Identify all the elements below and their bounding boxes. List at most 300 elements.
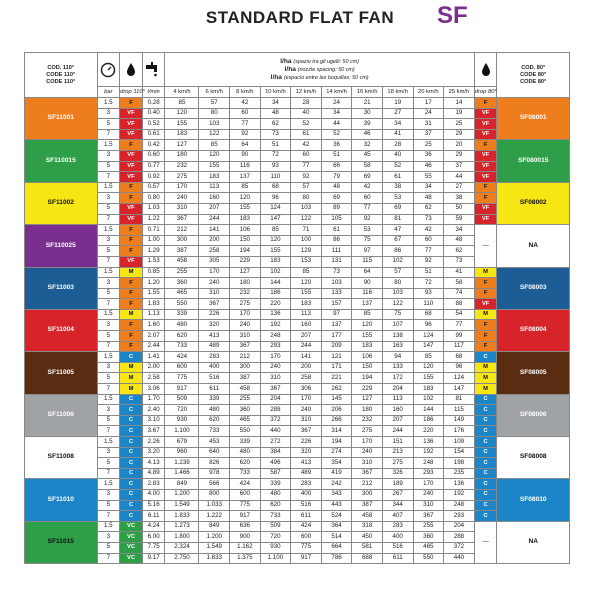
rate-cell: 283 [382, 521, 413, 532]
droplet-class-110-badge: M [120, 267, 143, 278]
droplet-class-80-badge: C [474, 458, 497, 469]
rate-cell: 465 [413, 542, 444, 553]
rate-cell: 144 [413, 405, 444, 416]
rate-cell: 96 [444, 362, 475, 373]
rate-cell: 212 [165, 225, 199, 236]
rate-cell: 120 [352, 320, 383, 331]
rate-cell: 826 [199, 458, 230, 469]
droplet-class-110-badge: VF [120, 203, 143, 214]
rate-cell: 204 [382, 384, 413, 395]
rate-cell: 600 [291, 532, 322, 543]
rate-cell: 122 [382, 299, 413, 310]
rate-cell: 232 [230, 288, 261, 299]
speed-header: 8 km/h [230, 87, 261, 98]
droplet-class-110-badge: C [120, 437, 143, 448]
rate-cell: 1.100 [165, 426, 199, 437]
rate-cell: 364 [321, 521, 352, 532]
header-code-110-line: CODE 110° [46, 78, 76, 85]
header-spacing [165, 53, 474, 87]
rate-cell: 53 [352, 225, 383, 236]
rate-cell: 90 [352, 278, 383, 289]
rate-cell: 258 [199, 246, 230, 257]
rate-cell: 480 [199, 405, 230, 416]
rate-cell: 92 [230, 129, 261, 140]
table-row [25, 341, 570, 352]
rate-cell: 204 [260, 394, 291, 405]
droplet-class-80-badge: C [474, 405, 497, 416]
rate-cell: 131 [321, 256, 352, 267]
flow-cell: 1.70 [142, 394, 165, 405]
spacing-unit: l/ha [284, 65, 296, 73]
rate-cell: 194 [352, 373, 383, 384]
rate-cell: 458 [230, 384, 261, 395]
rate-cell: 480 [230, 447, 261, 458]
rate-cell: 170 [413, 479, 444, 490]
rate-cell: 34 [321, 108, 352, 119]
rate-cell: 360 [230, 405, 261, 416]
rate-cell: 153 [291, 256, 322, 267]
droplet-class-80-badge: VF [474, 129, 497, 140]
table-row [25, 521, 570, 532]
pressure-cell: 1.5 [97, 140, 120, 151]
rate-cell: 28 [382, 140, 413, 151]
rate-cell: 41 [382, 129, 413, 140]
rate-cell: 103 [291, 203, 322, 214]
rate-cell: 240 [352, 447, 383, 458]
table-row [25, 161, 570, 172]
rate-cell: 41 [444, 267, 475, 278]
table-row [25, 288, 570, 299]
droplet-class-110-badge: VC [120, 521, 143, 532]
rate-cell: 978 [199, 468, 230, 479]
rate-cell: 200 [291, 362, 322, 373]
rate-cell: 400 [382, 532, 413, 543]
table-row [25, 203, 570, 214]
droplet-class-110-badge: M [120, 373, 143, 384]
rate-cell: 221 [321, 373, 352, 384]
rate-cell: 73 [321, 267, 352, 278]
rate-cell: 343 [321, 489, 352, 500]
rate-cell: 48 [444, 235, 475, 246]
rate-cell: 192 [260, 320, 291, 331]
rate-cell: 1.200 [165, 489, 199, 500]
rate-cell: 620 [199, 415, 230, 426]
header-code-110-line: COD. 110° [47, 64, 75, 71]
rate-cell: 60 [291, 150, 322, 161]
flow-cell: 0.80 [142, 193, 165, 204]
droplet-class-80-badge: — [474, 225, 497, 267]
flow-cell: 2.44 [142, 341, 165, 352]
rate-cell: 94 [382, 352, 413, 363]
rate-cell: 57 [199, 98, 230, 109]
rate-cell: 516 [382, 542, 413, 553]
speed-header: 16 km/h [352, 87, 383, 98]
rate-cell: 733 [260, 511, 291, 522]
rate-cell: 31 [413, 119, 444, 130]
rate-cell: 367 [230, 341, 261, 352]
table-row [25, 140, 570, 151]
rate-cell: 66 [321, 161, 352, 172]
rate-cell: 73 [413, 214, 444, 225]
droplet-class-80-badge: M [474, 309, 497, 320]
rate-cell: 194 [230, 246, 261, 257]
rate-cell: 640 [199, 447, 230, 458]
flow-cell: 0.28 [142, 98, 165, 109]
nozzle-code-110: SF11015 [25, 521, 98, 563]
rate-cell: 306 [291, 384, 322, 395]
rate-cell: 424 [291, 521, 322, 532]
rate-cell: 524 [321, 511, 352, 522]
flow-cell: 1.53 [142, 256, 165, 267]
rate-cell: 664 [321, 542, 352, 553]
pressure-cell: 7 [97, 553, 120, 564]
rate-cell: 183 [165, 129, 199, 140]
droplet-class-110-badge: F [120, 278, 143, 289]
page-title-text: STANDARD FLAT FAN [205, 8, 395, 27]
rate-cell: 170 [230, 309, 261, 320]
flow-cell: 2.07 [142, 331, 165, 342]
droplet-class-110-badge: C [120, 489, 143, 500]
header-code-80-line: COD. 80° [521, 64, 546, 71]
rate-cell: 127 [165, 140, 199, 151]
rate-cell: 141 [199, 225, 230, 236]
flow-cell: 5.16 [142, 500, 165, 511]
droplet-class-80-badge: F [474, 331, 497, 342]
rate-cell: 550 [165, 299, 199, 310]
rate-cell: 288 [444, 532, 475, 543]
rate-cell: 917 [291, 553, 322, 564]
rate-cell: 61 [321, 225, 352, 236]
flow-cell: 3.67 [142, 426, 165, 437]
droplet-icon [126, 62, 136, 77]
rate-cell: 34 [413, 182, 444, 193]
rate-cell: 136 [444, 479, 475, 490]
rate-cell: 367 [165, 214, 199, 225]
rate-cell: 170 [199, 267, 230, 278]
spacing-line [165, 74, 473, 82]
rate-cell: 240 [413, 489, 444, 500]
rate-cell: 310 [413, 500, 444, 511]
droplet-class-110-badge: M [120, 362, 143, 373]
rate-cell: 189 [382, 479, 413, 490]
pressure-cell: 5 [97, 161, 120, 172]
droplet-class-80-badge: M [474, 373, 497, 384]
rate-cell: 155 [165, 119, 199, 130]
rate-cell: 419 [321, 468, 352, 479]
rate-cell: 516 [291, 500, 322, 511]
droplet-class-80-badge: C [474, 352, 497, 363]
rate-cell: 20 [444, 140, 475, 151]
rate-cell: 85 [291, 267, 322, 278]
rate-cell: 77 [352, 203, 383, 214]
flow-cell: 1.22 [142, 214, 165, 225]
droplet-class-80-badge: F [474, 193, 497, 204]
rate-cell: 47 [382, 225, 413, 236]
rate-cell: 400 [199, 362, 230, 373]
table-row [25, 362, 570, 373]
droplet-class-80-badge: F [474, 278, 497, 289]
rate-cell: 64 [352, 267, 383, 278]
rate-cell: 229 [230, 256, 261, 267]
droplet-class-110-badge: VC [120, 532, 143, 543]
pressure-cell: 1.5 [97, 521, 120, 532]
rate-cell: 85 [230, 182, 261, 193]
pressure-cell: 7 [97, 341, 120, 352]
pressure-cell: 3 [97, 320, 120, 331]
droplet-class-80-badge: VF [474, 119, 497, 130]
rate-cell: 424 [165, 352, 199, 363]
rate-cell: 1.222 [199, 511, 230, 522]
rate-cell: 339 [165, 309, 199, 320]
rate-cell: 450 [352, 532, 383, 543]
pressure-cell: 7 [97, 511, 120, 522]
rate-cell: 733 [230, 468, 261, 479]
droplet-class-110-badge: C [120, 447, 143, 458]
flow-cell: 4.24 [142, 521, 165, 532]
rate-cell: 636 [230, 521, 261, 532]
table-row [25, 267, 570, 278]
droplet-class-110-badge: F [120, 235, 143, 246]
flow-cell: 1.29 [142, 246, 165, 257]
pressure-cell: 3 [97, 362, 120, 373]
table-row [25, 447, 570, 458]
rate-cell: 97 [321, 309, 352, 320]
pressure-cell: 7 [97, 256, 120, 267]
rate-cell: 69 [352, 172, 383, 183]
spacing-note: (spazio tra gli ugelli: 50 cm) [293, 58, 360, 65]
rate-cell: 384 [260, 447, 291, 458]
rate-cell: 413 [199, 331, 230, 342]
pressure-cell: 3 [97, 532, 120, 543]
header-code-80-line: CODE 80° [520, 71, 547, 78]
nozzle-code-80: SF08005 [497, 352, 570, 394]
nozzle-code-110: SF11003 [25, 267, 98, 309]
rate-cell: 170 [352, 437, 383, 448]
rate-cell: 458 [352, 511, 383, 522]
rate-cell: 155 [352, 331, 383, 342]
rate-cell: 775 [165, 373, 199, 384]
flow-cell: 0.92 [142, 172, 165, 183]
rate-cell: 170 [260, 352, 291, 363]
rate-cell: 293 [444, 511, 475, 522]
rate-cell: 116 [352, 288, 383, 299]
droplet-class-110-badge: VC [120, 553, 143, 564]
droplet-class-110-badge: F [120, 193, 143, 204]
rate-cell: 275 [352, 426, 383, 437]
rate-cell: 1.549 [165, 500, 199, 511]
pressure-cell: 1.5 [97, 479, 120, 490]
rate-cell: 1.100 [260, 553, 291, 564]
table-row [25, 225, 570, 236]
rate-cell: 85 [413, 352, 444, 363]
nozzle-code-110: SF110015 [25, 140, 98, 182]
rate-cell: 28 [291, 98, 322, 109]
droplet-class-80-badge: VF [474, 108, 497, 119]
drop-110-label: drop 110° [120, 87, 143, 98]
flow-cell: 4.00 [142, 489, 165, 500]
rate-cell: 489 [199, 341, 230, 352]
rate-cell: 52 [291, 119, 322, 130]
rate-cell: 36 [413, 150, 444, 161]
rate-cell: 21 [352, 98, 383, 109]
table-row [25, 278, 570, 289]
rate-cell: 120 [291, 278, 322, 289]
rate-cell: 917 [230, 511, 261, 522]
rate-cell: 19 [382, 98, 413, 109]
table-row [25, 405, 570, 416]
rate-cell: 34 [260, 98, 291, 109]
rate-cell: 60 [230, 108, 261, 119]
rate-cell: 310 [291, 415, 322, 426]
rate-cell: 183 [260, 256, 291, 267]
rate-cell: 960 [165, 447, 199, 458]
droplet-class-110-badge: F [120, 140, 143, 151]
pressure-cell: 7 [97, 172, 120, 183]
rate-cell: 367 [413, 511, 444, 522]
droplet-class-80-badge: VF [474, 161, 497, 172]
rate-cell: 367 [291, 426, 322, 437]
droplet-class-110-badge: C [120, 479, 143, 490]
rate-cell: 339 [230, 437, 261, 448]
rate-cell: 75 [382, 309, 413, 320]
table-row [25, 129, 570, 140]
pressure-cell: 7 [97, 214, 120, 225]
rate-cell: 300 [230, 362, 261, 373]
spacing-line [165, 66, 473, 74]
rate-cell: 720 [260, 532, 291, 543]
rate-cell: 372 [444, 542, 475, 553]
rate-cell: 147 [260, 214, 291, 225]
flow-cell: 0.60 [142, 150, 165, 161]
pressure-cell: 5 [97, 542, 120, 553]
droplet-class-110-badge: VF [120, 129, 143, 140]
rate-cell: 103 [321, 278, 352, 289]
rate-cell: 1.549 [199, 542, 230, 553]
pressure-cell: 3 [97, 405, 120, 416]
rate-cell: 213 [382, 447, 413, 458]
flow-cell: 0.85 [142, 267, 165, 278]
pressure-cell: 5 [97, 288, 120, 299]
rate-cell: 489 [291, 468, 322, 479]
rate-cell: 53 [382, 193, 413, 204]
rate-cell: 30 [352, 108, 383, 119]
droplet-class-80-badge: C [474, 489, 497, 500]
rate-cell: 775 [230, 500, 261, 511]
rate-cell: 99 [444, 331, 475, 342]
droplet-class-80-badge: F [474, 341, 497, 352]
rate-cell: 207 [382, 415, 413, 426]
droplet-class-80-badge: — [474, 521, 497, 563]
header-drop-80 [474, 53, 497, 87]
rate-cell: 89 [321, 203, 352, 214]
flow-cell: 3.06 [142, 384, 165, 395]
rate-cell: 75 [352, 235, 383, 246]
rate-cell: 120 [260, 235, 291, 246]
rate-cell: 244 [291, 341, 322, 352]
rate-cell: 600 [230, 489, 261, 500]
rate-cell: 800 [199, 489, 230, 500]
rate-cell: 155 [260, 246, 291, 257]
droplet-class-110-badge: M [120, 384, 143, 395]
nozzle-code-80: SF08008 [497, 437, 570, 479]
spacing-unit: l/ha [270, 73, 282, 81]
rate-cell: 73 [260, 129, 291, 140]
nozzle-code-80: SF080015 [497, 140, 570, 182]
rate-cell: 133 [382, 362, 413, 373]
rate-cell: 93 [413, 288, 444, 299]
rate-cell: 69 [321, 193, 352, 204]
rate-cell: 387 [352, 500, 383, 511]
table-row [25, 98, 570, 109]
bar-label: bar [97, 87, 120, 98]
table-row [25, 415, 570, 426]
rate-cell: 117 [444, 341, 475, 352]
rate-cell: 198 [444, 458, 475, 469]
pressure-cell: 3 [97, 447, 120, 458]
rate-cell: 85 [199, 140, 230, 151]
rate-cell: 69 [382, 203, 413, 214]
rate-cell: 88 [444, 299, 475, 310]
rate-cell: 124 [444, 373, 475, 384]
rate-cell: 92 [352, 214, 383, 225]
rate-cell: 60 [413, 235, 444, 246]
droplet-class-80-badge: F [474, 182, 497, 193]
rate-cell: 204 [444, 521, 475, 532]
rate-cell: 255 [165, 267, 199, 278]
droplet-class-110-badge: VF [120, 214, 143, 225]
rate-cell: 102 [413, 394, 444, 405]
rate-cell: 93 [260, 161, 291, 172]
pressure-cell: 1.5 [97, 182, 120, 193]
table-row [25, 352, 570, 363]
table-row [25, 182, 570, 193]
rate-cell: 77 [291, 161, 322, 172]
table-body [25, 98, 570, 564]
droplet-class-80-badge: C [474, 500, 497, 511]
table-row [25, 172, 570, 183]
rate-cell: 32 [352, 140, 383, 151]
speed-header: 6 km/h [199, 87, 230, 98]
pressure-cell: 7 [97, 426, 120, 437]
rate-cell: 51 [321, 150, 352, 161]
nozzle-code-80: SF08006 [497, 394, 570, 436]
rate-cell: 81 [382, 214, 413, 225]
rate-cell: 106 [352, 352, 383, 363]
nozzle-code-80: NA [497, 225, 570, 267]
rate-cell: 137 [230, 172, 261, 183]
rate-cell: 80 [382, 278, 413, 289]
flow-cell: 2.00 [142, 362, 165, 373]
nozzle-code-80: SF08004 [497, 309, 570, 351]
rate-cell: 80 [291, 193, 322, 204]
droplet-class-80-badge: C [474, 437, 497, 448]
rate-cell: 314 [321, 426, 352, 437]
rate-cell: 275 [382, 458, 413, 469]
rate-cell: 105 [321, 214, 352, 225]
rate-cell: 258 [291, 373, 322, 384]
rate-cell: 106 [230, 225, 261, 236]
table-row [25, 373, 570, 384]
nozzle-code-80: SF08002 [497, 182, 570, 224]
pressure-cell: 7 [97, 299, 120, 310]
rate-cell: 52 [382, 161, 413, 172]
rate-cell: 120 [199, 150, 230, 161]
rate-cell: 100 [291, 235, 322, 246]
pressure-cell: 3 [97, 150, 120, 161]
rate-cell: 102 [260, 267, 291, 278]
rate-cell: 77 [413, 246, 444, 257]
rate-cell: 149 [444, 415, 475, 426]
